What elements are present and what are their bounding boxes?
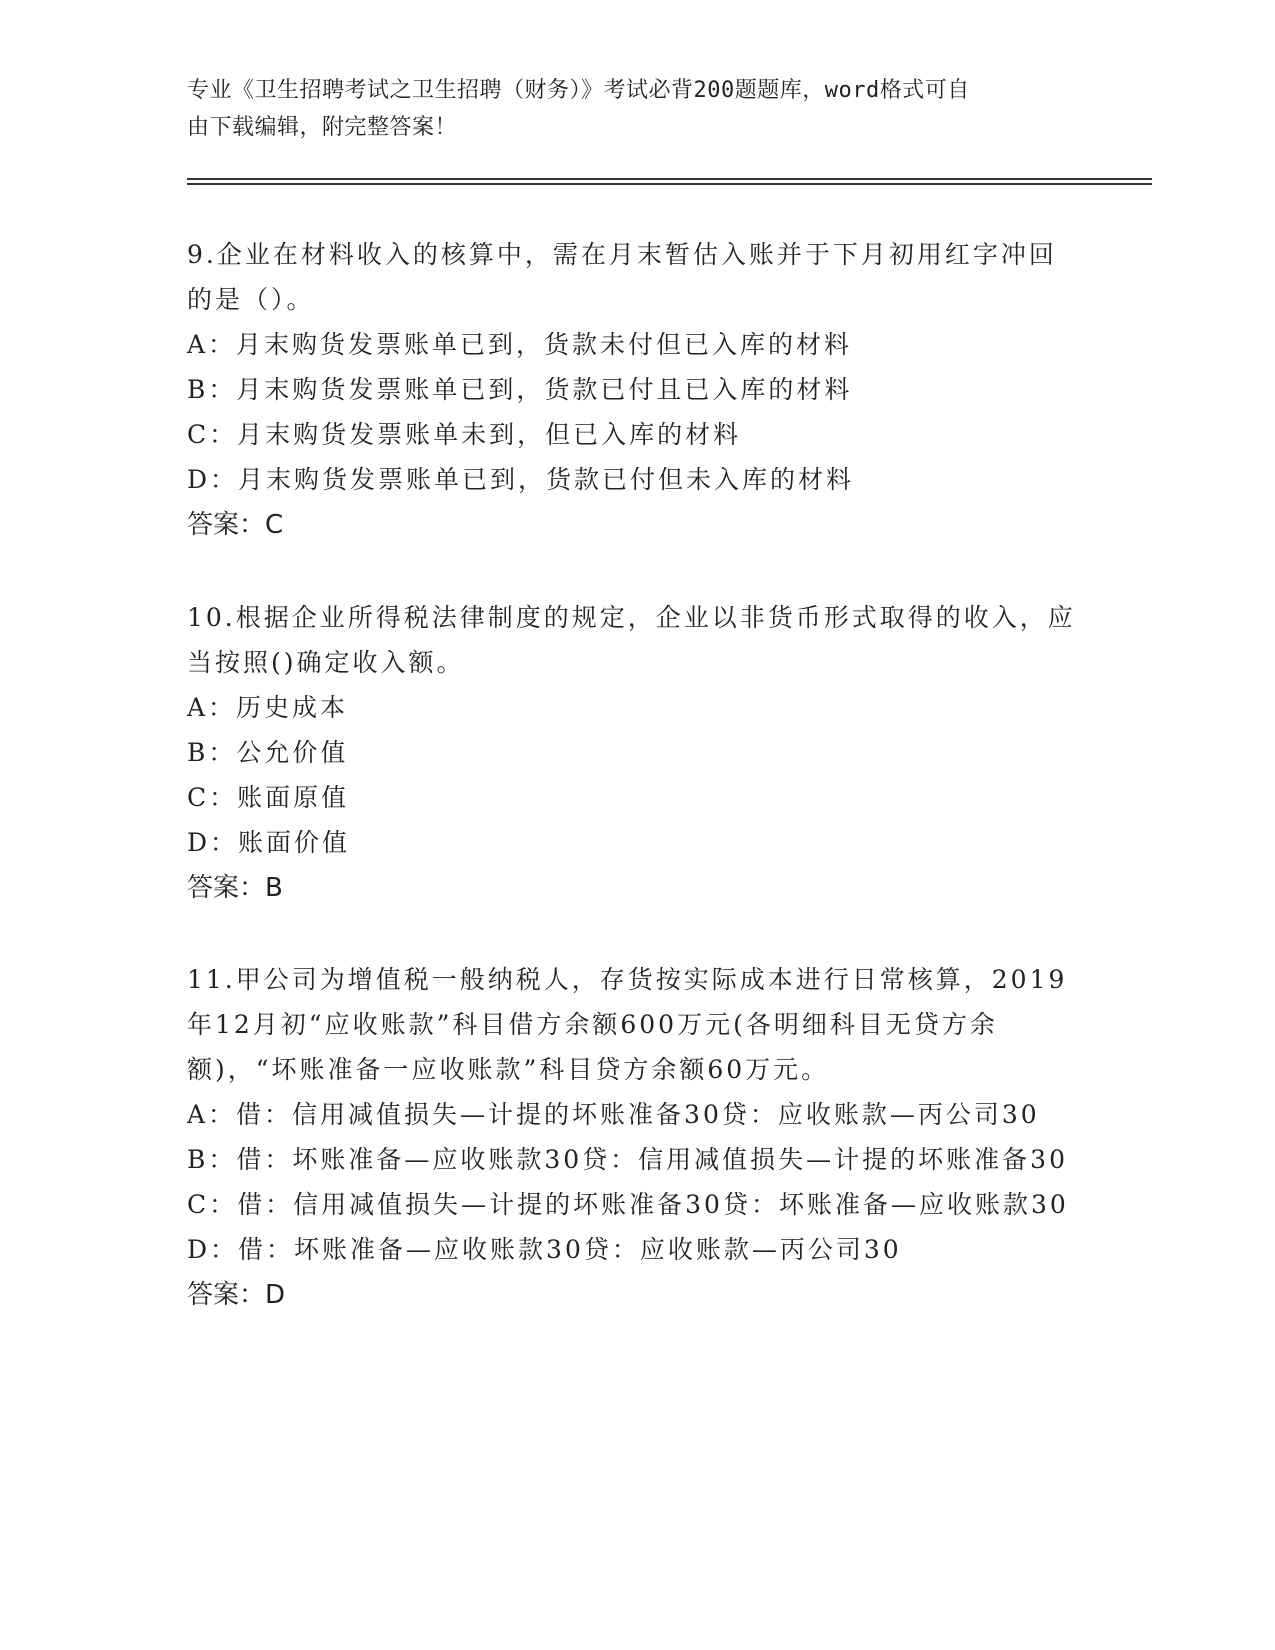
question-11 [187,957,1077,1318]
option-b: B：公允价值 [187,738,349,767]
option-a: A：借：信用减值损失—计提的坏账准备30贷：应收账款—丙公司30 [187,1100,1040,1129]
header-line-2: 由下载编辑，附完整答案！ [187,115,458,140]
question-stem: 10.根据企业所得税法律制度的规定，企业以非货币形式取得的收入，应当按照()确定收入额。 [187,603,1076,677]
answer-label: 答案：B [187,873,283,903]
question-stem: 11.甲公司为增值税一般纳税人，存货按实际成本进行日常核算，2019年12月初“应收账款”科目借方余额600万元(各明细科目无贷方余额)，“坏账准备一应收账款”科目贷方余额60万元。 [187,965,1068,1084]
question-9 [187,232,1077,548]
question-stem: 9.企业在材料收入的核算中，需在月末暂估入账并于下月初用红字冲回的是（）。 [187,240,1057,314]
option-c: C：账面原值 [187,783,350,812]
header-line-1: 专业《卫生招聘考试之卫生招聘（财务）》考试必背200题题库，word格式可自 [187,78,970,103]
option-d: D：月末购货发票账单已到，货款已付但未入库的材料 [187,465,855,494]
answer-label: 答案：D [187,1280,286,1310]
option-a: A：历史成本 [187,693,349,722]
option-b: B：月末购货发票账单已到，货款已付且已入库的材料 [187,375,853,404]
option-c: C：月末购货发票账单未到，但已入库的材料 [187,420,742,449]
option-d: D：账面价值 [187,828,351,857]
option-d: D：借：坏账准备—应收账款30贷：应收账款—丙公司30 [187,1235,902,1264]
question-10 [187,595,1077,911]
header-divider-bottom [187,183,1152,185]
answer-label: 答案：C [187,510,284,540]
option-b: B：借：坏账准备—应收账款30贷：信用减值损失—计提的坏账准备30 [187,1145,1068,1174]
document-header [187,72,1067,146]
header-divider-top [187,178,1152,180]
option-a: A：月末购货发票账单已到，货款未付但已入库的材料 [187,330,853,359]
option-c: C：借：信用减值损失—计提的坏账准备30贷：坏账准备—应收账款30 [187,1190,1069,1219]
